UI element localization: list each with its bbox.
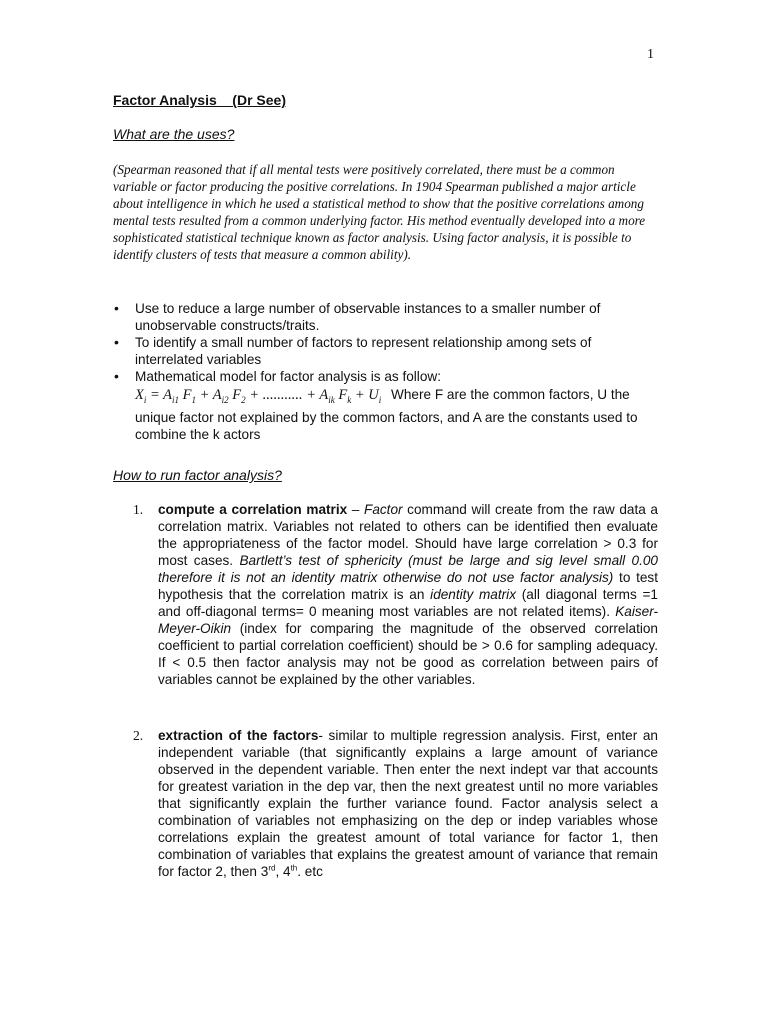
formula-subscript: i2 xyxy=(221,394,229,405)
formula-equation: $X_i = A_{i1}$ $F_1 + A_{i2}$ $F_2$ + ........... + $A_{ik}$ $F_k + U_i$ xyxy=(135,387,382,405)
formula-subscript: ik xyxy=(328,394,335,405)
step-text: command will create from the raw data a correlation matrix. Variables not related to others can be identified then evaluate the appropriateness of the factor model. Should have large correlation > 0.3 for most cases. xyxy=(158,502,658,568)
uses-bullet-list xyxy=(113,300,658,443)
formula-explanation: Where F are the common factors, U the unique factor not explained by the common factors, and A are the constants used to combine the k actors xyxy=(135,387,638,442)
step-text: (index for comparing the magnitude of the observed correlation coefficient to partial correlation coefficient) should be > 0.6 for sampling adequacy. If < 0.5 then factor analysis may not be good as correlation between pairs of variables cannot be explained by the other variables. xyxy=(158,621,658,687)
bullet-item xyxy=(113,300,658,334)
intro-paragraph: (Spearman reasoned that if all mental tests were positively correlated, there must be a common variable or factor producing the positive correlations. In 1904 Spearman published a major article about intelligence in which he used a statistical method to show that the positive correlations among mental tests resulted from a common underlying factor. His method eventually developed into a more sophisticated statistical technique known as factor analysis. Using factor analysis, it is possible to identify clusters of tests that measure a common ability). xyxy=(113,162,646,262)
bullet-text: To identify a small number of factors to represent relationship among sets of interrelated variables xyxy=(135,335,592,367)
step-text: Bartlett’s test of sphericity (must be large and sig level small 0.00 therefore it is not an identity matrix otherwise do not use factor analysis) xyxy=(158,553,658,585)
bullet-item xyxy=(113,334,658,368)
formula-subscript: i xyxy=(378,394,382,405)
uses-heading: What are the uses? xyxy=(113,126,235,142)
step-number: 2. xyxy=(133,728,144,743)
bullet-item xyxy=(113,368,658,443)
step-text: . etc xyxy=(297,864,323,879)
superscript: th xyxy=(290,863,298,873)
step-text: Factor xyxy=(364,502,403,517)
step-title: extraction of the factors xyxy=(158,728,319,743)
step-text: - similar to multiple regression analysis. First, enter an independent variable (that significantly explains a large amount of variance observed in the dependent variable. Then enter the next indept var that accounts for greatest variation in the dep var, then the next greatest until no more variables that significantly explain the further variance found. Factor analysis select a combination of variables not emphasizing on the dep or indep variables whose correlations explain the greatest amount of total variance for factor 1, then combination of variables that explains the greatest amount of variance that remain for factor 2, then 3 xyxy=(158,728,658,879)
step-text: identity matrix xyxy=(430,587,516,602)
formula-subscript: 1 xyxy=(191,394,197,405)
step-body xyxy=(158,501,658,688)
superscript: rd xyxy=(268,863,276,873)
bullet-text: Use to reduce a large number of observable instances to a smaller number of unobservable constructs/traits. xyxy=(135,301,601,333)
bullet-text: Mathematical model for factor analysis is as follow: xyxy=(135,369,441,384)
formula-subscript: i xyxy=(143,394,147,405)
step-text: Kaiser-Meyer-Oikin xyxy=(158,604,658,636)
factor-model-formula xyxy=(135,386,658,443)
step-1 xyxy=(133,501,658,688)
step-text: – xyxy=(347,502,365,517)
howto-heading: How to run factor analysis? xyxy=(113,467,282,483)
step-text: (all diagonal terms =1 and off-diagonal terms= 0 meaning most variables are not related items). xyxy=(158,587,658,619)
page-number: 1 xyxy=(647,47,654,62)
step-text: to test hypothesis that the correlation matrix is an xyxy=(158,570,659,602)
step-2 xyxy=(133,727,658,880)
step-number: 1. xyxy=(133,502,144,517)
formula-subscript: i1 xyxy=(172,394,180,405)
formula-subscript: k xyxy=(347,394,352,405)
step-body xyxy=(158,727,658,880)
step-title: compute a correlation matrix xyxy=(158,502,348,517)
formula-subscript: 2 xyxy=(241,394,246,405)
document-title: Factor Analysis (Dr See) xyxy=(113,92,286,108)
step-text: , 4 xyxy=(275,864,291,879)
